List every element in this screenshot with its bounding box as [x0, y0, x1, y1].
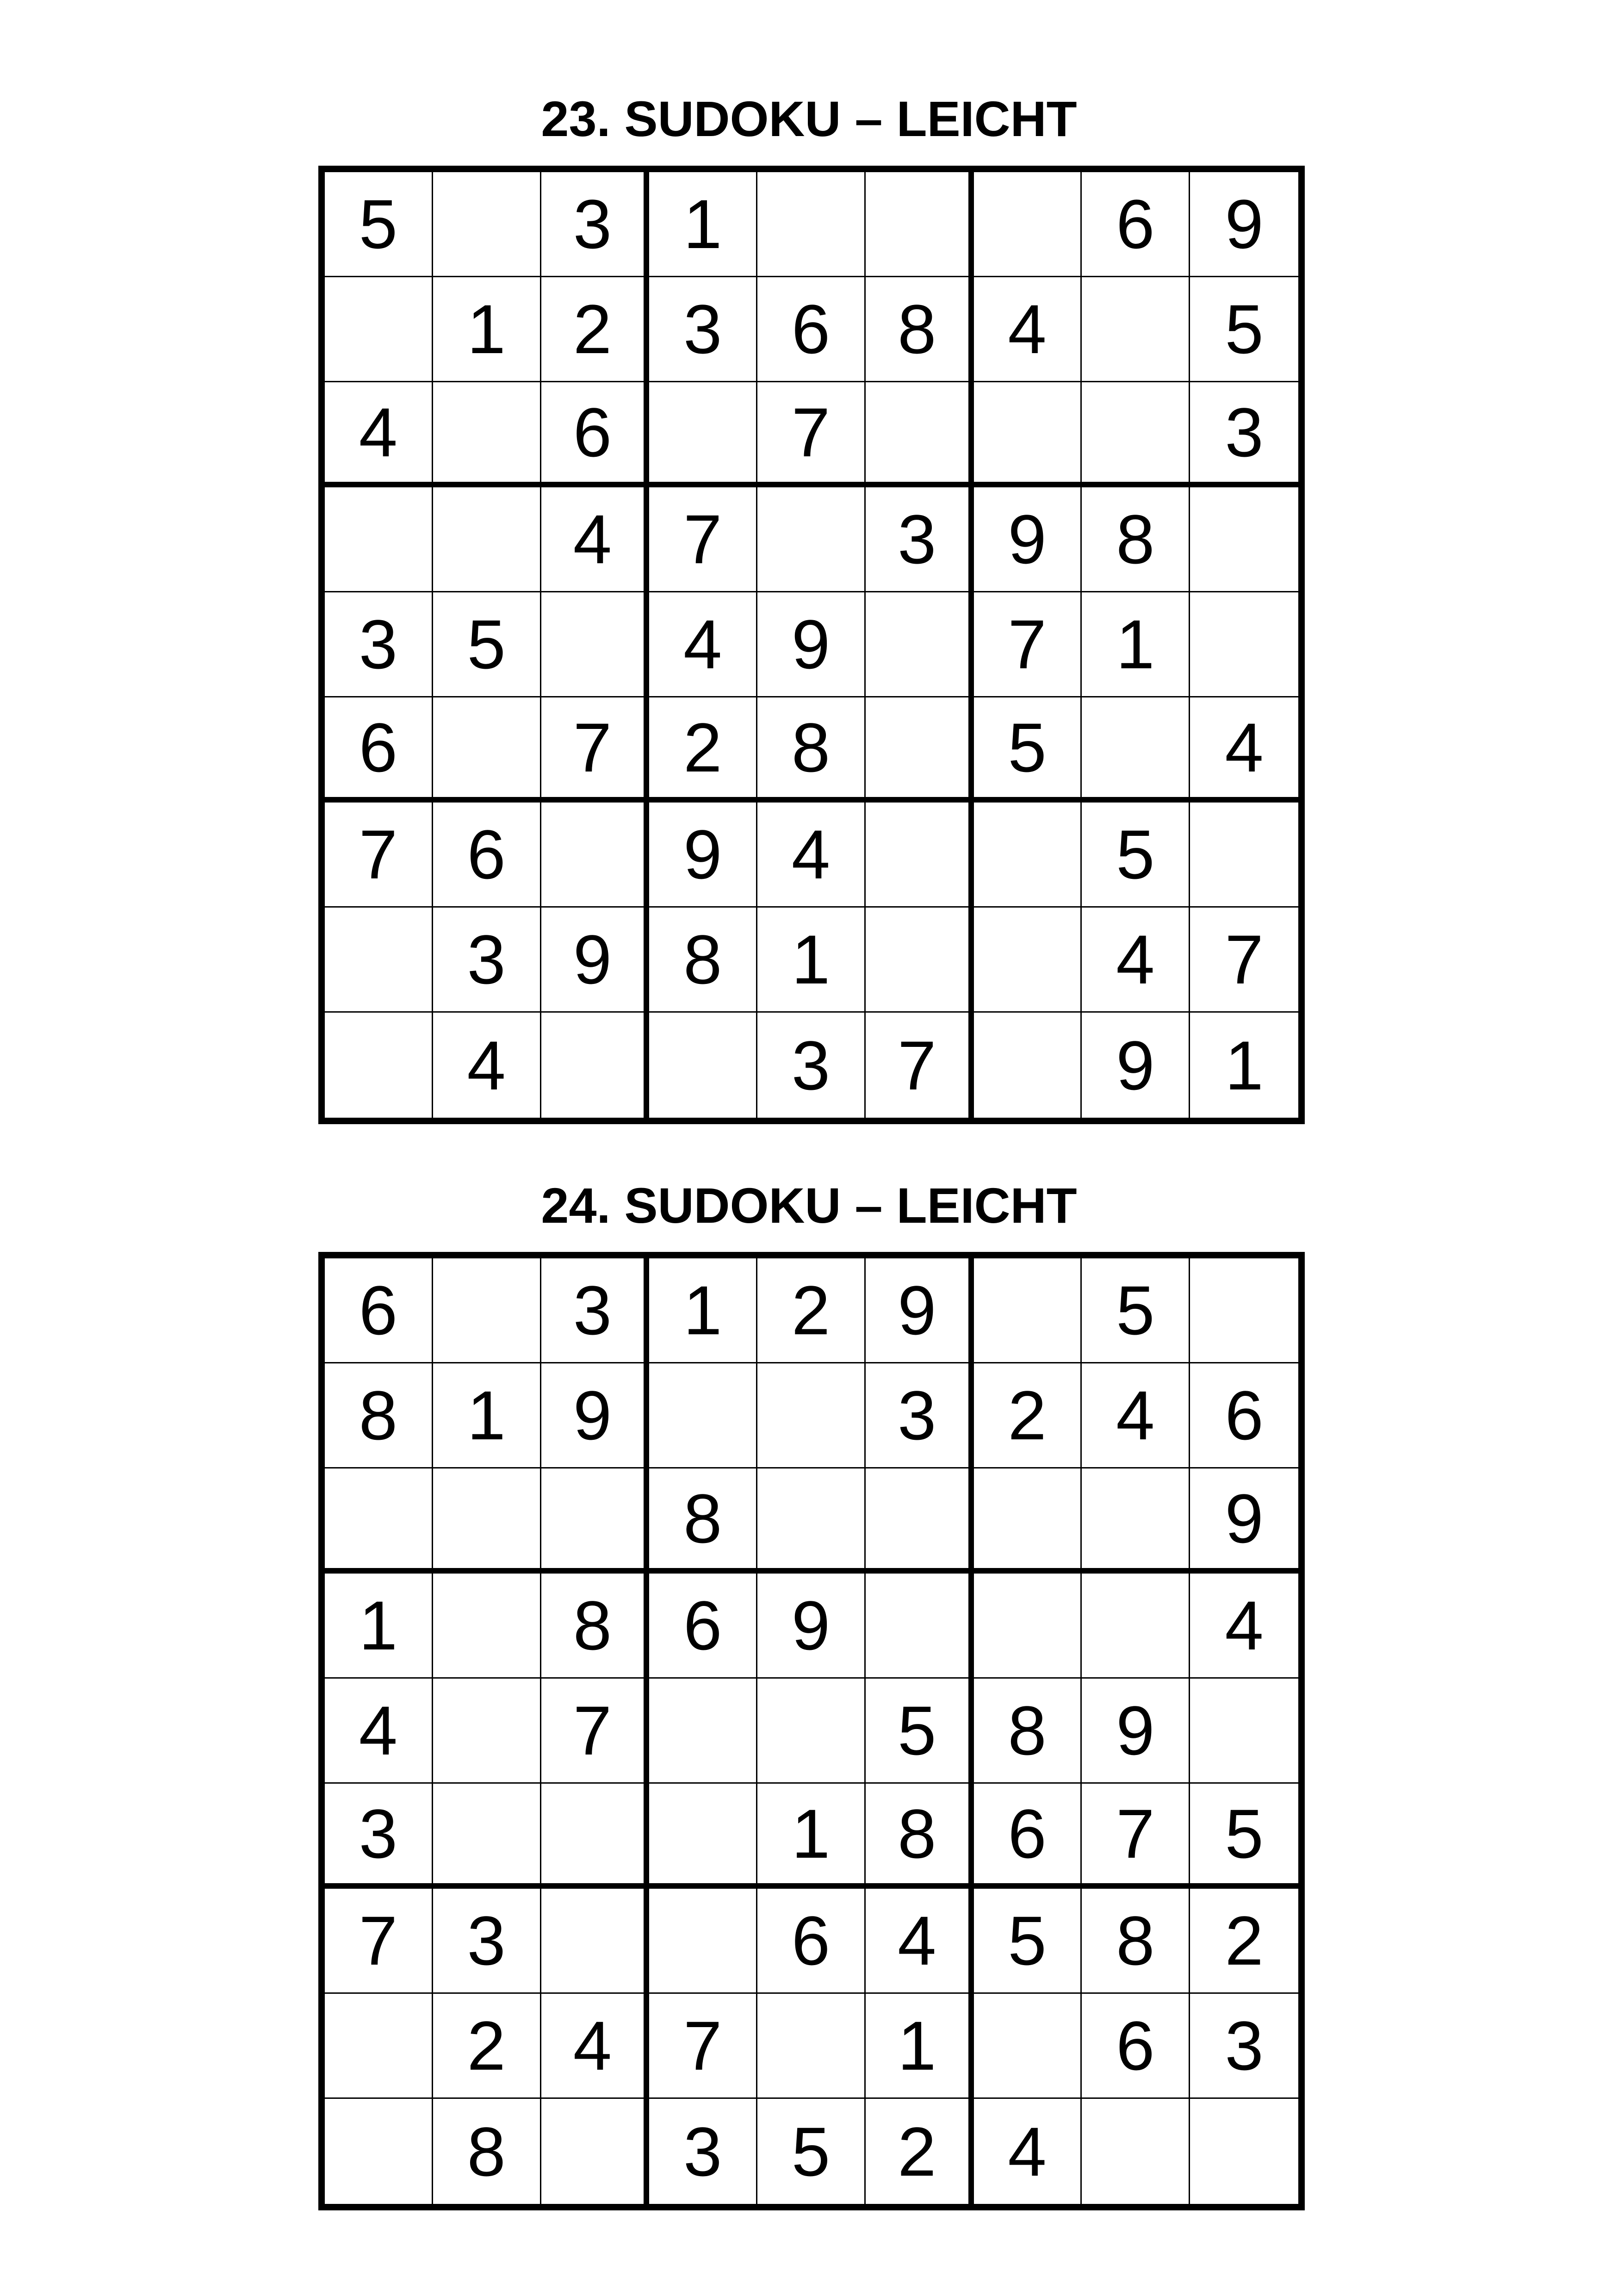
- sudoku-cell: [1190, 803, 1298, 908]
- sudoku-cell: 6: [325, 697, 433, 803]
- sudoku-cell: [649, 1784, 757, 1889]
- sudoku-cell: 8: [649, 908, 757, 1013]
- sudoku-cell: 9: [757, 1574, 866, 1679]
- sudoku-cell: [541, 1468, 650, 1574]
- sudoku-cell: 2: [541, 277, 650, 382]
- sudoku-cell: [325, 1013, 433, 1118]
- sudoku-cell: [325, 487, 433, 592]
- sudoku-cell: [1190, 592, 1298, 697]
- sudoku-cell: 1: [757, 1784, 866, 1889]
- sudoku-cell: [541, 592, 650, 697]
- sudoku-cell: 8: [757, 697, 866, 803]
- sudoku-cell: [866, 592, 974, 697]
- sudoku-cell: 3: [325, 592, 433, 697]
- sudoku-cell: 4: [325, 382, 433, 487]
- sudoku-cell: [325, 1468, 433, 1574]
- sudoku-cell: 7: [1190, 908, 1298, 1013]
- sudoku-cell: 9: [1082, 1013, 1190, 1118]
- sudoku-cell: 3: [649, 277, 757, 382]
- sudoku-cell: [757, 1679, 866, 1784]
- sudoku-cell: 2: [433, 1994, 541, 2099]
- sudoku-cell: [433, 1679, 541, 1784]
- sudoku-cell: 6: [1082, 172, 1190, 277]
- sudoku-cell: [974, 1468, 1082, 1574]
- sudoku-cell: 5: [1190, 1784, 1298, 1889]
- sudoku-cell: [649, 1363, 757, 1468]
- sudoku-cell: 3: [1190, 382, 1298, 487]
- sudoku-cell: 2: [974, 1363, 1082, 1468]
- sudoku-cell: [974, 382, 1082, 487]
- sudoku-cell: [757, 1363, 866, 1468]
- sudoku-cell: 8: [1082, 1889, 1190, 1994]
- sudoku-cell: [866, 172, 974, 277]
- sudoku-cell: 4: [866, 1889, 974, 1994]
- sudoku-cell: [433, 1258, 541, 1363]
- sudoku-cell: 7: [757, 382, 866, 487]
- sudoku-cell: [974, 803, 1082, 908]
- sudoku-cell: [1082, 1574, 1190, 1679]
- sudoku-cell: 7: [325, 803, 433, 908]
- sudoku-cell: 6: [325, 1258, 433, 1363]
- sudoku-cell: 1: [649, 1258, 757, 1363]
- sudoku-cell: 5: [974, 697, 1082, 803]
- sudoku-cell: [974, 172, 1082, 277]
- sudoku-cell: 1: [1225, 1026, 1264, 1104]
- sudoku-cell: [757, 1994, 866, 2099]
- sudoku-cell: 8: [649, 1468, 757, 1574]
- sudoku-cell: 1: [649, 172, 757, 277]
- sudoku-cell: [1082, 697, 1190, 803]
- sudoku-cell: [866, 1468, 974, 1574]
- sudoku-cell: 2: [866, 2099, 974, 2204]
- sudoku-cell: [325, 1994, 433, 2099]
- sudoku-cell: [974, 1574, 1082, 1679]
- sudoku-cell: [866, 1574, 974, 1679]
- sudoku-cell: 3: [541, 1258, 650, 1363]
- sudoku-cell: 4: [757, 803, 866, 908]
- sudoku-cell: 9: [1082, 1679, 1190, 1784]
- sudoku-cell: 5: [1082, 803, 1190, 908]
- sudoku-cell: [433, 1574, 541, 1679]
- sudoku-cell: [433, 487, 541, 592]
- sudoku-cell: 7: [974, 592, 1082, 697]
- puzzle-title: 23. SUDOKU – LEICHT: [541, 91, 1077, 147]
- sudoku-cell: 8: [325, 1363, 433, 1468]
- sudoku-cell: 7: [541, 1679, 650, 1784]
- sudoku-cell: 9: [866, 1258, 974, 1363]
- sudoku-cell: 4: [1082, 1363, 1190, 1468]
- sudoku-cell: 4: [325, 1679, 433, 1784]
- sudoku-cell: [541, 803, 650, 908]
- sudoku-cell: [1082, 2099, 1190, 2204]
- sudoku-cell: 5: [325, 172, 433, 277]
- sudoku-cell: [541, 1013, 650, 1118]
- sudoku-cell: 9: [1190, 1468, 1298, 1574]
- sudoku-cell: 4: [1082, 908, 1190, 1013]
- sudoku-grid: [318, 1252, 1305, 2210]
- sudoku-cell: [433, 1468, 541, 1574]
- sudoku-cell: 5: [1082, 1258, 1190, 1363]
- sudoku-cell: 2: [649, 697, 757, 803]
- sudoku-cell: [757, 487, 866, 592]
- sudoku-cell: 7: [649, 487, 757, 592]
- sudoku-cell: [433, 382, 541, 487]
- sudoku-cell: [1082, 1468, 1190, 1574]
- sudoku-cell: [757, 172, 866, 277]
- sudoku-cell: 4: [974, 277, 1082, 382]
- sudoku-cell: 2: [757, 1258, 866, 1363]
- sudoku-cell: 6: [974, 1784, 1082, 1889]
- sudoku-cell: [649, 1889, 757, 1994]
- sudoku-cell: 3: [541, 172, 650, 277]
- sudoku-cell: [974, 908, 1082, 1013]
- sudoku-cell: 1: [433, 277, 541, 382]
- sudoku-cell: [541, 2099, 650, 2204]
- sudoku-cell: [1190, 1258, 1298, 1363]
- sudoku-cell: 8: [1082, 487, 1190, 592]
- sudoku-cell: 5: [1190, 277, 1298, 382]
- sudoku-cell: 4: [649, 592, 757, 697]
- sudoku-cell: 9: [649, 803, 757, 908]
- sudoku-cell: 7: [866, 1013, 974, 1118]
- sudoku-cell: 3: [433, 908, 541, 1013]
- puzzle-title: 24. SUDOKU – LEICHT: [541, 1177, 1077, 1233]
- sudoku-cell: 9: [541, 908, 650, 1013]
- sudoku-cell: [974, 1258, 1082, 1363]
- sudoku-cell: 1: [866, 1994, 974, 2099]
- sudoku-cell: 7: [541, 697, 650, 803]
- sudoku-cell: 8: [541, 1574, 650, 1679]
- sudoku-cell: 3: [757, 1013, 866, 1118]
- sudoku-cell: 8: [866, 1784, 974, 1889]
- sudoku-cell: 1: [757, 908, 866, 1013]
- sudoku-cell: 5: [866, 1679, 974, 1784]
- sudoku-cell: 8: [866, 277, 974, 382]
- sudoku-cell: [866, 908, 974, 1013]
- sudoku-cell: 8: [974, 1679, 1082, 1784]
- sudoku-cell: [1190, 487, 1298, 592]
- sudoku-cell: [433, 1784, 541, 1889]
- sudoku-cell: 3: [1190, 1994, 1298, 2099]
- sudoku-cell: 7: [649, 1994, 757, 2099]
- sudoku-cell: [325, 2099, 433, 2204]
- sudoku-cell: 3: [866, 487, 974, 592]
- sudoku-cell: [325, 908, 433, 1013]
- sudoku-cell: 9: [757, 592, 866, 697]
- sudoku-cell: [1190, 2099, 1298, 2204]
- sudoku-cell: [541, 1889, 650, 1994]
- sudoku-cell: 1: [325, 1574, 433, 1679]
- sudoku-cell: [1082, 382, 1190, 487]
- sudoku-cell: 6: [541, 382, 650, 487]
- sudoku-cell: 5: [974, 1889, 1082, 1994]
- sudoku-cell: 4: [1190, 1574, 1298, 1679]
- sudoku-cell: 3: [433, 1889, 541, 1994]
- sudoku-cell: [974, 1013, 1082, 1118]
- sudoku-cell: 3: [866, 1363, 974, 1468]
- sudoku-cell: 4: [541, 1994, 650, 2099]
- sudoku-cell: [1082, 277, 1190, 382]
- sudoku-cell: [541, 1784, 650, 1889]
- sudoku-cell: 1: [1082, 592, 1190, 697]
- sudoku-cell: 6: [1082, 1994, 1190, 2099]
- sudoku-cell: 8: [433, 2099, 541, 2204]
- sudoku-cell: 9: [1190, 172, 1298, 277]
- sudoku-cell: [433, 697, 541, 803]
- sudoku-cell: 3: [325, 1784, 433, 1889]
- sudoku-cell: 6: [757, 1889, 866, 1994]
- sudoku-cell: [866, 382, 974, 487]
- sudoku-cell: [866, 697, 974, 803]
- sudoku-grid: [318, 166, 1305, 1124]
- sudoku-cell: 5: [433, 592, 541, 697]
- sudoku-cell: [974, 1994, 1082, 2099]
- sudoku-cell: 6: [1190, 1363, 1298, 1468]
- sudoku-cell: [649, 1013, 757, 1118]
- sudoku-cell: 6: [649, 1574, 757, 1679]
- sudoku-cell: 2: [1190, 1889, 1298, 1994]
- sudoku-cell: 6: [433, 803, 541, 908]
- sudoku-cell: 4: [541, 487, 650, 592]
- sudoku-cell: 4: [1190, 697, 1298, 803]
- sudoku-cell: 4: [433, 1013, 541, 1118]
- sudoku-cell: [325, 277, 433, 382]
- sudoku-cell: [757, 1468, 866, 1574]
- sudoku-cell: [649, 382, 757, 487]
- sudoku-cell: 9: [541, 1363, 650, 1468]
- sudoku-cell: [649, 1679, 757, 1784]
- sudoku-cell: 9: [974, 487, 1082, 592]
- sudoku-cell: 3: [649, 2099, 757, 2204]
- sudoku-cell: [1190, 1679, 1298, 1784]
- sudoku-cell: [866, 803, 974, 908]
- sudoku-cell: [433, 172, 541, 277]
- sudoku-cell: 1: [433, 1363, 541, 1468]
- sudoku-cell: 7: [325, 1889, 433, 1994]
- sudoku-cell: 7: [1082, 1784, 1190, 1889]
- sudoku-cell: 5: [757, 2099, 866, 2204]
- sudoku-cell: 6: [757, 277, 866, 382]
- sudoku-cell: 4: [974, 2099, 1082, 2204]
